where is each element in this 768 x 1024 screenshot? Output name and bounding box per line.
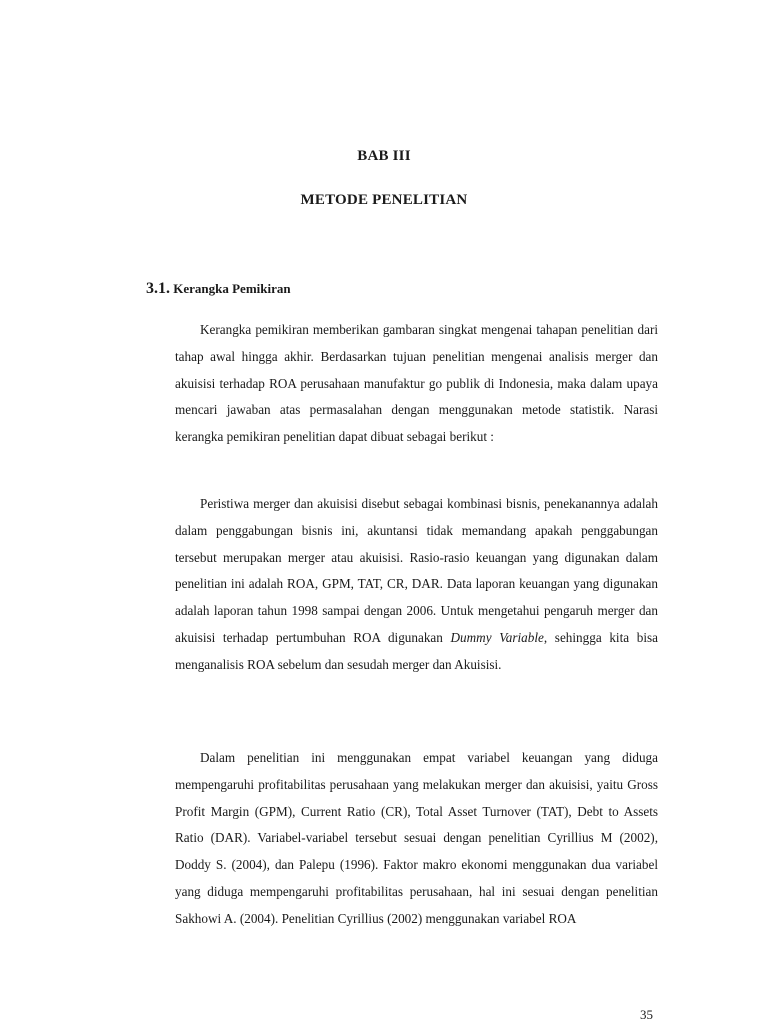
chapter-number: BAB III [357,148,411,164]
section-title: Kerangka Pemikiran [173,281,291,296]
page-number: 35 [640,1007,653,1022]
section-heading [146,280,291,298]
paragraph-2 [175,491,658,679]
chapter-title: METODE PENELITIAN [300,192,468,208]
paragraph-3: Dalam penelitian ini menggunakan empat variabel keuangan yang diduga mempengaruhi profitabilitas perusahaan yang melakukan merger dan akuisisi, yaitu Gross Profit Margin (GPM), Current Ratio (CR), Total Asset Turnover (TAT), Debt to Assets Ratio (DAR). Variabel-variabel tersebut sesuai dengan penelitian Cyrillius M (2002), Doddy S. (2004), dan Palepu (1996). Faktor makro ekonomi menggunakan dua variabel yang diduga mempengaruhi profitabilitas perusahaan, hal ini sesuai dengan penelitian Sakhowi A. (2004). Penelitian Cyrillius (2002) menggunakan variabel ROA [175,750,658,926]
paragraph-2-text-start: Peristiwa merger dan akuisisi disebut sebagai kombinasi bisnis, penekanannya adalah dalam penggabungan bisnis ini, akuntansi tidak memandang apakah penggabungan tersebut merupakan merger atau akuisisi. Rasio-rasio keuangan yang digunakan dalam penelitian ini adalah ROA, GPM, TAT, CR, DAR. Data laporan keuangan yang digunakan adalah laporan tahun 1998 sampai dengan 2006. Untuk mengetahui pengaruh merger dan akuisisi terhadap pertumbuhan ROA digunakan [175,496,658,645]
section-number: 3.1. [146,280,170,297]
dummy-variable-term: Dummy Variable [450,629,544,645]
paragraph-1: Kerangka pemikiran memberikan gambaran singkat mengenai tahapan penelitian dari tahap awal hingga akhir. Berdasarkan tujuan penelitian mengenai analisis merger dan akuisisi terhadap ROA perusahaan manufaktur go publik di Indonesia, maka dalam upaya mencari jawaban atas permasalahan dengan menggunakan metode statistik. Narasi kerangka pemikiran penelitian dapat dibuat sebagai berikut : [175,322,658,445]
paragraph-2-text-end: , sehingga kita bisa menganalisis ROA sebelum dan sesudah merger dan Akuisisi. [175,629,658,672]
